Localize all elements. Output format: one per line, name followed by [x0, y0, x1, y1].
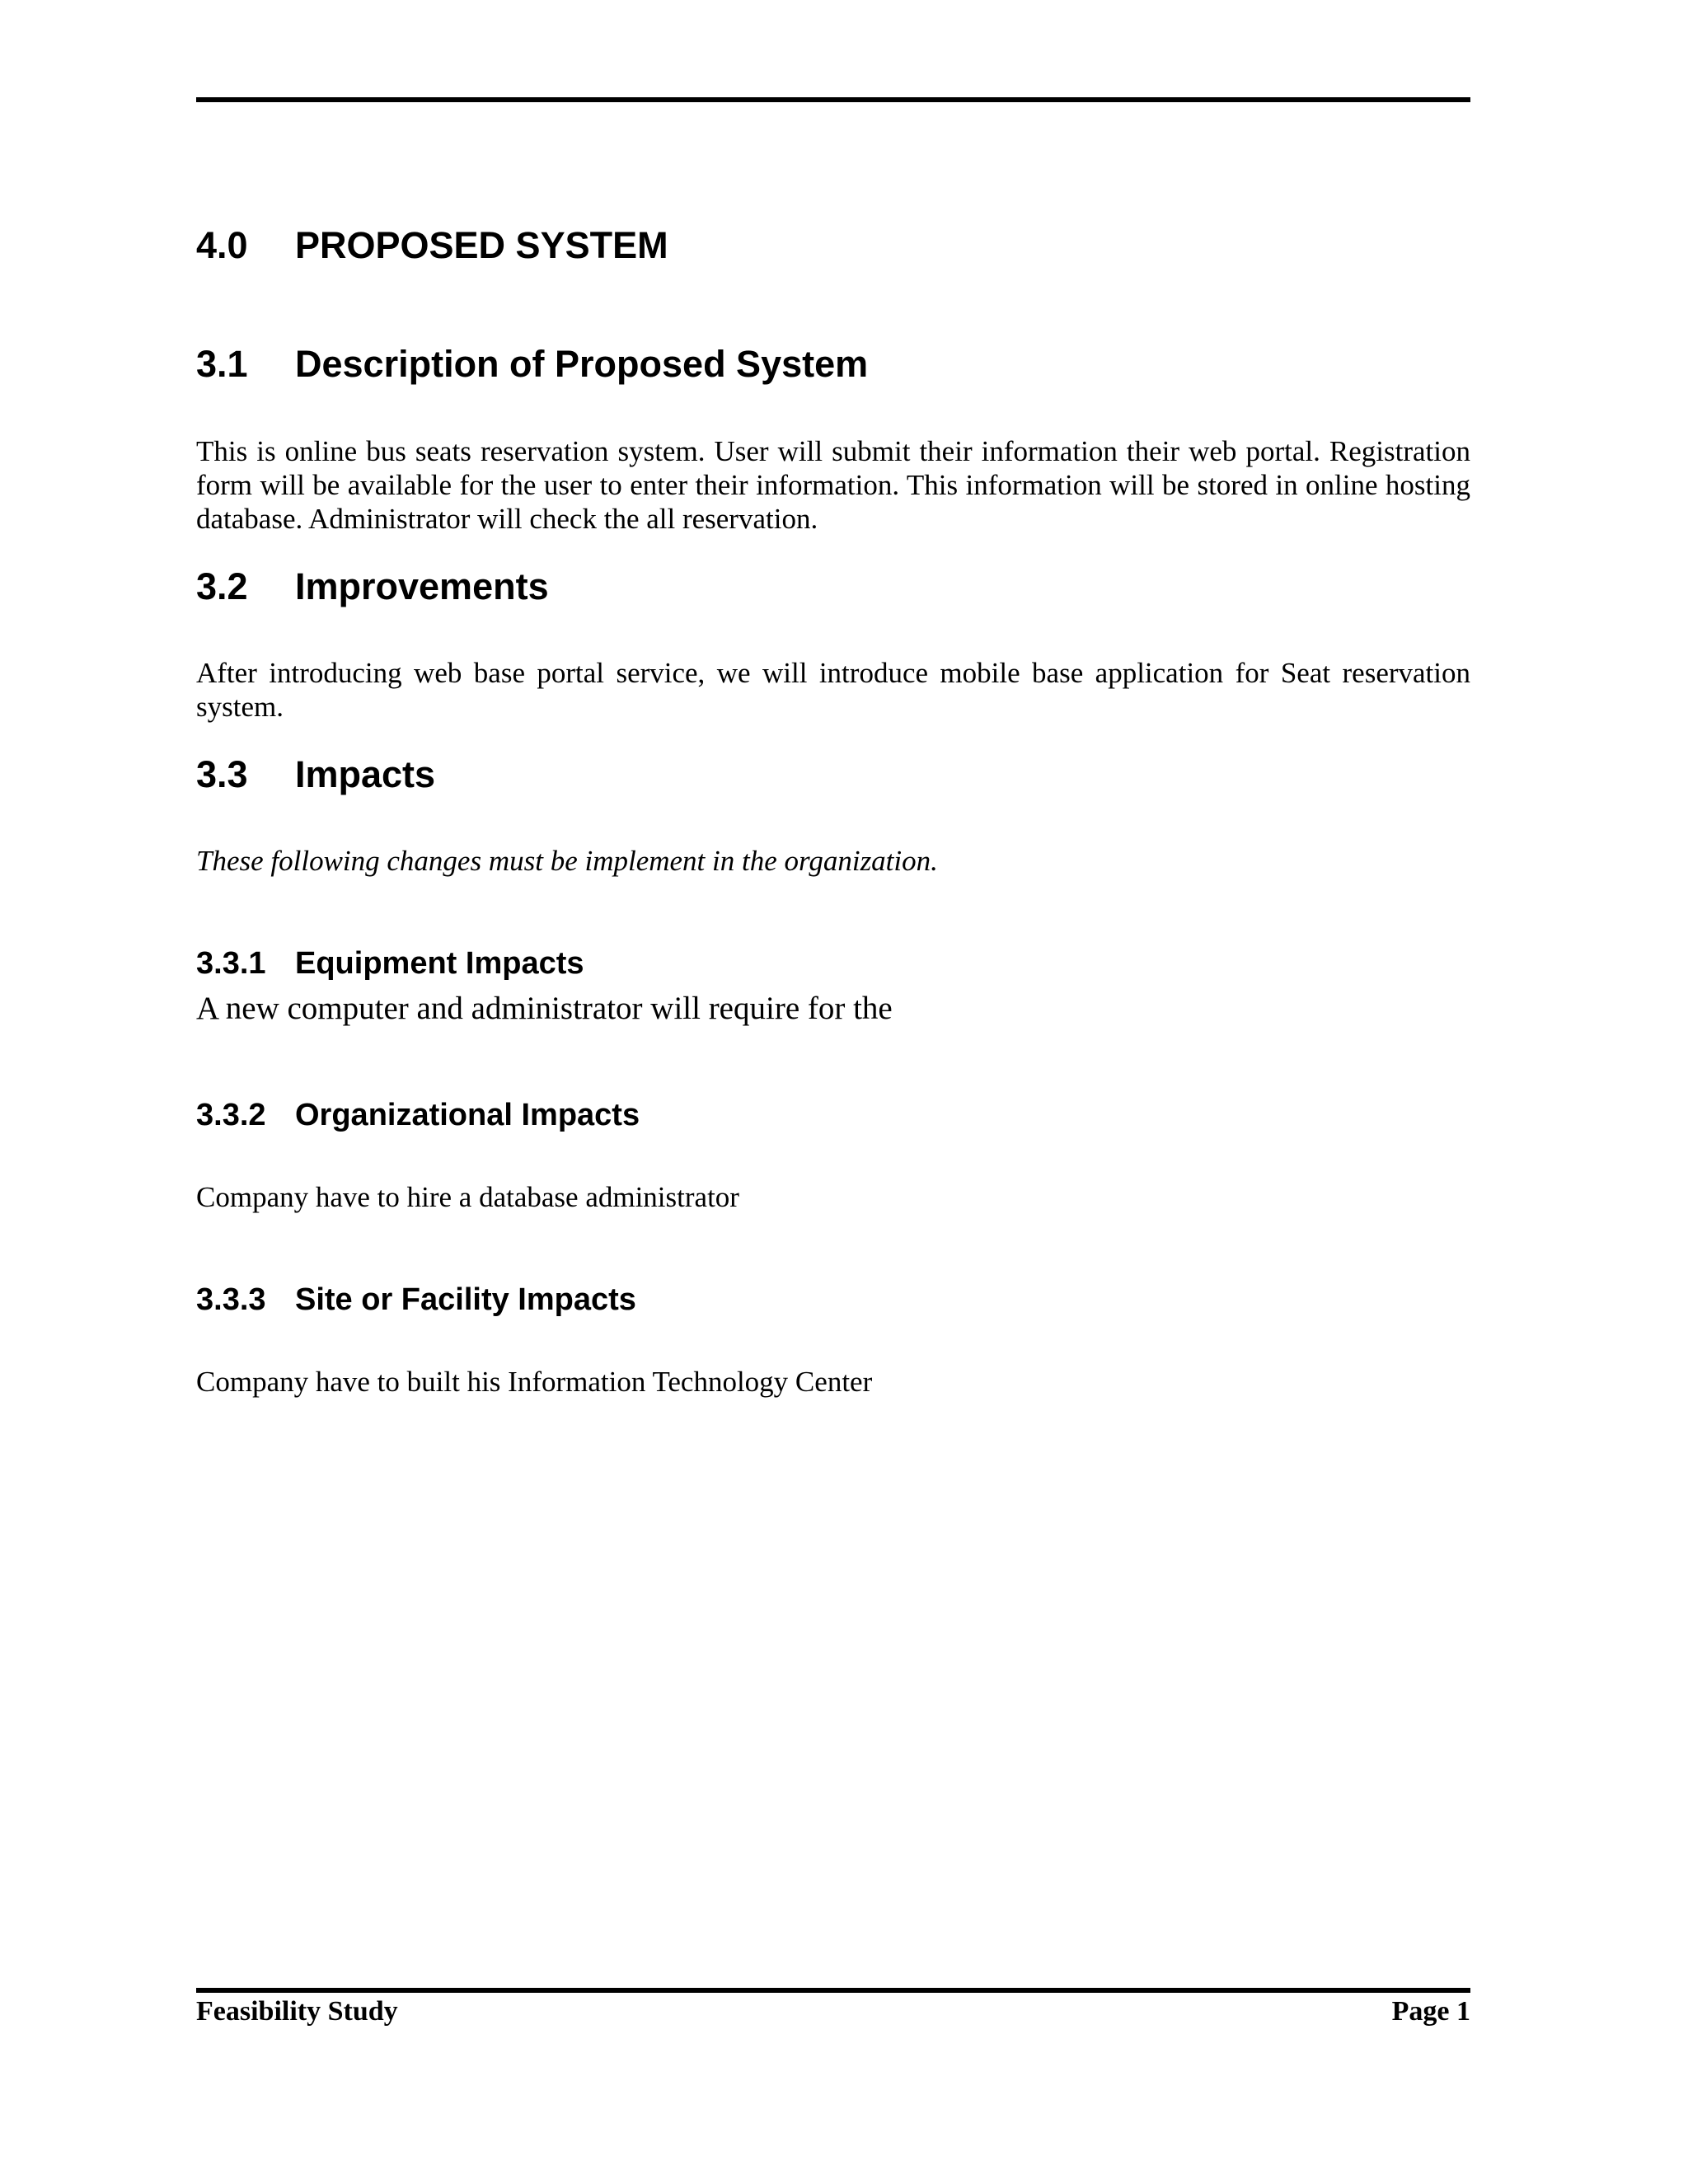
header-rule	[196, 97, 1470, 102]
section-title: Impacts	[295, 753, 436, 795]
section-number: 3.3.1	[196, 946, 266, 981]
section-body-3-3-2: Company have to hire a database administrator	[196, 1181, 739, 1213]
section-body-3-3: These following changes must be implement in the organization.	[196, 845, 938, 877]
page-title	[196, 224, 668, 267]
section-heading-3-3-1	[196, 946, 584, 982]
section-heading-3-3-2	[196, 1098, 640, 1133]
section-heading-3-1	[196, 343, 868, 386]
section-heading-3-3-3	[196, 1282, 636, 1318]
section-title: Organizational Impacts	[295, 1098, 640, 1132]
section-title: Improvements	[295, 565, 549, 607]
section-number: 3.1	[196, 343, 248, 385]
footer-page-number: Page 1	[1391, 1996, 1470, 2027]
page-title-number: 4.0	[196, 224, 248, 266]
section-heading-3-3	[196, 753, 435, 796]
section-number: 3.3.2	[196, 1098, 266, 1132]
section-body-3-1: This is online bus seats reservation system. User will submit their information their web portal. Registration form will be available for the user to enter their information. This information will be stored in online hosting database. Administrator will check the all reservation.	[196, 435, 1470, 535]
section-title: Description of Proposed System	[295, 343, 869, 385]
section-heading-3-2	[196, 565, 549, 608]
section-number: 3.2	[196, 565, 248, 607]
section-title: Equipment Impacts	[295, 946, 584, 981]
section-body-3-3-1: A new computer and administrator will require for the	[196, 991, 893, 1026]
page-title-text: PROPOSED SYSTEM	[295, 224, 668, 266]
section-number: 3.3.3	[196, 1282, 266, 1317]
section-number: 3.3	[196, 753, 248, 795]
section-body-3-2: After introducing web base portal service, we will introduce mobile base application for Seat reservation system.	[196, 657, 1470, 723]
section-title: Site or Facility Impacts	[295, 1282, 636, 1317]
footer-rule	[196, 1988, 1470, 1993]
section-body-3-3-3: Company have to built his Information Technology Center	[196, 1366, 873, 1398]
footer-document-title: Feasibility Study	[196, 1996, 398, 2027]
